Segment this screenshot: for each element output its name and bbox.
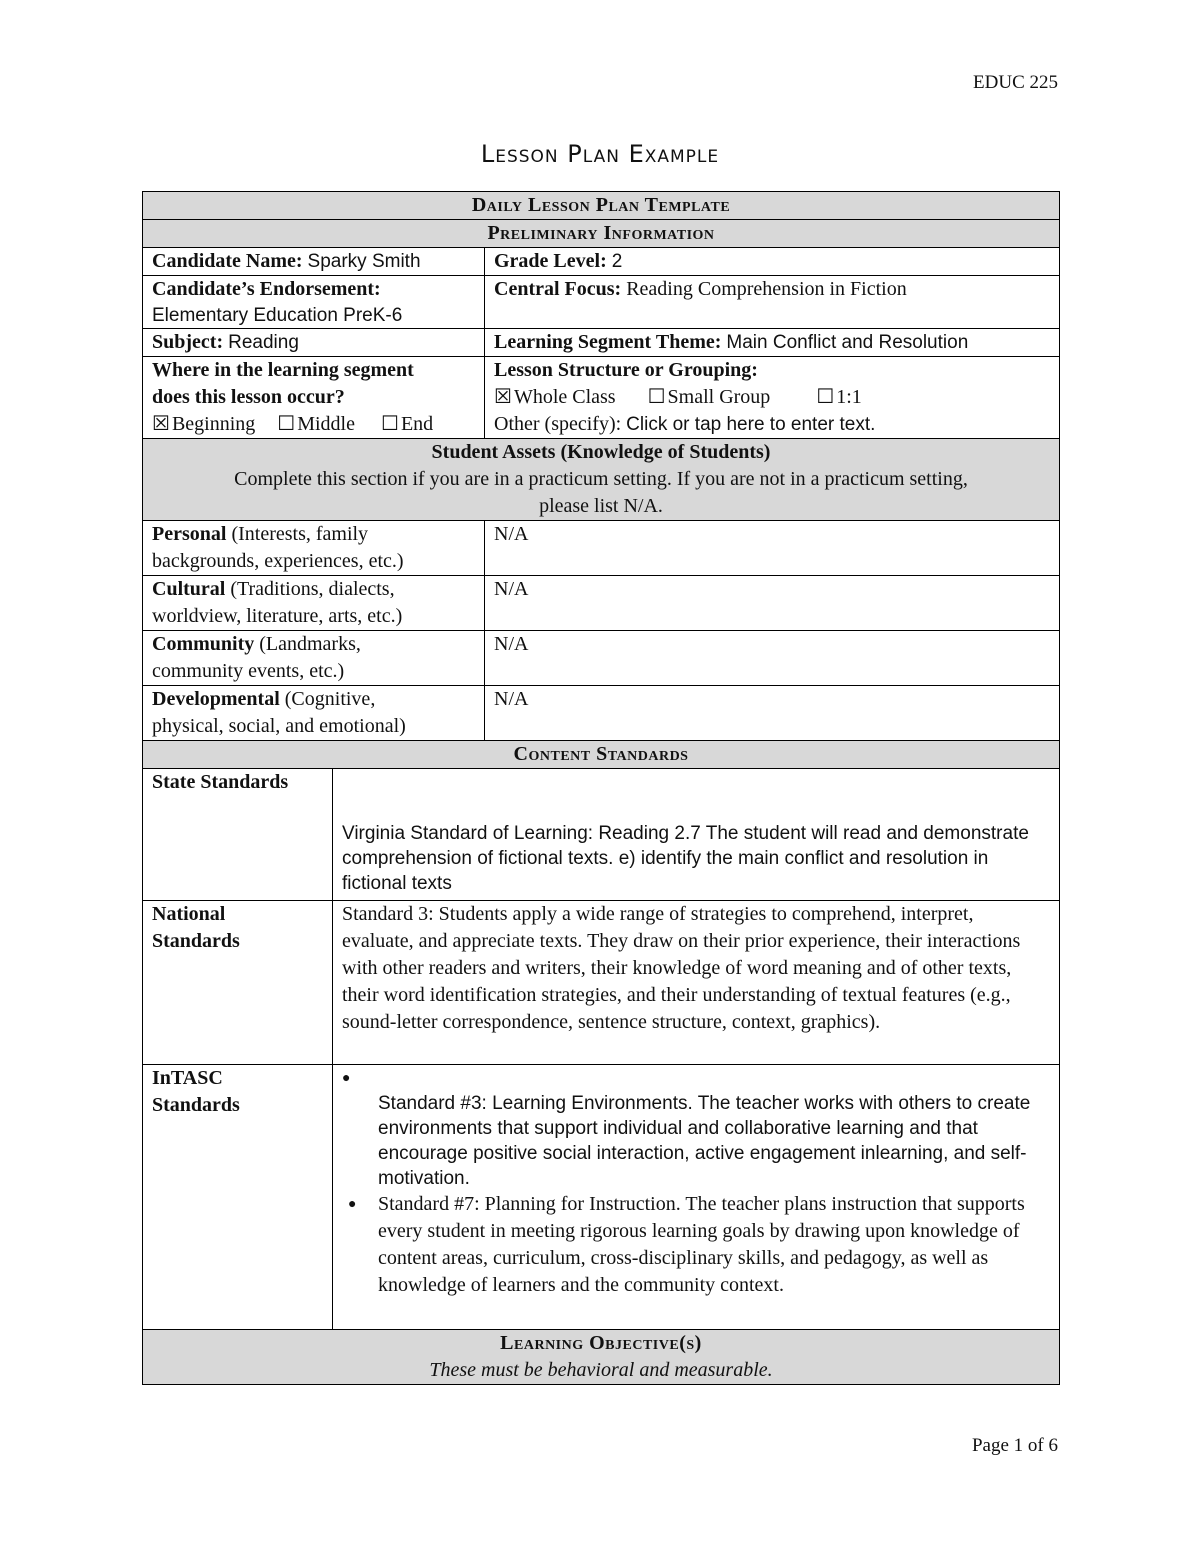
document-title: Lesson Plan Example bbox=[480, 140, 720, 168]
candidate-name-cell bbox=[143, 248, 485, 276]
option-end[interactable]: ☐ End bbox=[381, 413, 433, 435]
checkbox-empty-icon: ☐ bbox=[816, 386, 835, 408]
asset-cultural-value[interactable]: N/A bbox=[485, 576, 1060, 631]
endorsement-cell bbox=[143, 276, 485, 329]
grade-level-label: Grade Level: bbox=[494, 250, 607, 272]
asset-personal-value[interactable]: N/A bbox=[485, 521, 1060, 576]
checkbox-empty-icon: ☐ bbox=[647, 386, 666, 408]
checkbox-empty-icon: ☐ bbox=[277, 413, 296, 435]
theme-cell bbox=[485, 329, 1060, 357]
lesson-position-cell bbox=[143, 357, 485, 439]
preliminary-heading: Preliminary Information bbox=[143, 220, 1060, 248]
theme-label: Learning Segment Theme: bbox=[494, 331, 722, 353]
central-focus-value[interactable]: Reading Comprehension in Fiction bbox=[626, 278, 907, 300]
student-assets-note-line1: Complete this section if you are in a practicum setting. If you are not in a practicum setting, bbox=[234, 468, 968, 490]
option-one-on-one[interactable]: ☐ 1:1 bbox=[816, 386, 862, 408]
checkbox-checked-icon: ☒ bbox=[494, 386, 512, 408]
content-standards-heading: Content Standards bbox=[143, 741, 1060, 769]
candidate-name-value[interactable]: Sparky Smith bbox=[307, 251, 421, 272]
intasc-standards-label: InTASC Standards bbox=[143, 1065, 333, 1330]
state-standards-text[interactable]: Virginia Standard of Learning: Reading 2.7 The student will read and demonstrate comprehension of fictional texts. e) identify the main conflict and resolution in fictional texts bbox=[342, 823, 1029, 894]
where-label-line2: does this lesson occur? bbox=[152, 386, 345, 408]
asset-developmental-value[interactable]: N/A bbox=[485, 686, 1060, 741]
subject-label: Subject: bbox=[152, 331, 224, 353]
option-middle[interactable]: ☐ Middle bbox=[277, 413, 355, 435]
central-focus-cell bbox=[485, 276, 1060, 329]
other-label: Other (specify): bbox=[494, 413, 622, 435]
grade-level-cell bbox=[485, 248, 1060, 276]
intasc-standards-cell bbox=[333, 1065, 1060, 1330]
endorsement-label: Candidate’s Endorsement: bbox=[152, 278, 381, 300]
intasc-item-3[interactable]: Standard #3: Learning Environments. The teacher works with others to create environments that support individual and collaborative learning and that encourage positive social interaction, active engagement inlearning, and self-motivation. bbox=[378, 1093, 1031, 1189]
candidate-name-label: Candidate Name: bbox=[152, 250, 303, 272]
subject-cell bbox=[143, 329, 485, 357]
subject-value[interactable]: Reading bbox=[228, 332, 299, 353]
bullet-icon bbox=[342, 1065, 1050, 1091]
where-options bbox=[152, 411, 475, 438]
central-focus-label: Central Focus: bbox=[494, 278, 622, 300]
objectives-heading: Learning Objective(s) bbox=[500, 1332, 702, 1354]
theme-value[interactable]: Main Conflict and Resolution bbox=[726, 332, 969, 353]
grade-level-value[interactable]: 2 bbox=[611, 251, 623, 272]
asset-community-value[interactable]: N/A bbox=[485, 631, 1060, 686]
lesson-plan-table bbox=[142, 191, 1060, 1385]
option-small-group[interactable]: ☐ Small Group bbox=[648, 386, 771, 408]
national-standards-label: National Standards bbox=[143, 901, 333, 1065]
option-beginning[interactable]: ☒ Beginning bbox=[152, 413, 255, 435]
state-standards-cell bbox=[333, 769, 1060, 901]
asset-cultural-label: Cultural (Traditions, dialects, worldview, literature, arts, etc.) bbox=[143, 576, 485, 631]
option-whole-class[interactable]: ☒ Whole Class bbox=[494, 386, 616, 408]
asset-community-label: Community (Landmarks, community events, etc.) bbox=[143, 631, 485, 686]
structure-options bbox=[494, 384, 1050, 411]
intasc-list bbox=[342, 1091, 1050, 1299]
main-heading: Daily Lesson Plan Template bbox=[143, 192, 1060, 220]
student-assets-heading: Student Assets (Knowledge of Students) bbox=[431, 441, 771, 463]
learning-objectives-header bbox=[143, 1330, 1060, 1385]
endorsement-value[interactable]: Elementary Education PreK-6 bbox=[152, 305, 403, 326]
other-input-placeholder[interactable]: Click or tap here to enter text. bbox=[626, 414, 876, 435]
student-assets-note-line2: please list N/A. bbox=[539, 495, 663, 517]
course-code: EDUC 225 bbox=[973, 72, 1058, 93]
asset-developmental-label: Developmental (Cognitive, physical, social, and emotional) bbox=[143, 686, 485, 741]
asset-personal-label: Personal (Interests, family backgrounds, experiences, etc.) bbox=[143, 521, 485, 576]
intasc-item-7[interactable]: ● Standard #7: Planning for Instruction. The teacher plans instruction that supports every student in meeting rigorous learning goals by drawing upon knowledge of content areas, curriculum, cross-disciplinary skills, and pedagogy, as well as knowledge of learners and the community context. bbox=[378, 1191, 1050, 1299]
page-number: Page 1 of 6 bbox=[971, 1435, 1058, 1456]
lesson-structure-cell bbox=[485, 357, 1060, 439]
objectives-note: These must be behavioral and measurable. bbox=[429, 1359, 773, 1381]
structure-label: Lesson Structure or Grouping: bbox=[494, 359, 758, 381]
checkbox-empty-icon: ☐ bbox=[381, 413, 399, 435]
other-specify-row bbox=[494, 411, 1050, 438]
where-label-line1: Where in the learning segment bbox=[152, 359, 414, 381]
state-standards-label: State Standards bbox=[143, 769, 333, 901]
checkbox-checked-icon: ☒ bbox=[152, 413, 170, 435]
student-assets-header bbox=[143, 439, 1060, 521]
national-standards-text[interactable]: Standard 3: Students apply a wide range of strategies to comprehend, interpret, evaluate, and appreciate texts. They draw on their prior experience, their interactions with other readers and writers, their knowledge of word meaning and of other texts, their word identification strategies, and their understanding of textual features (e.g., sound-letter correspondence, sentence structure, context, graphics). bbox=[333, 901, 1060, 1065]
